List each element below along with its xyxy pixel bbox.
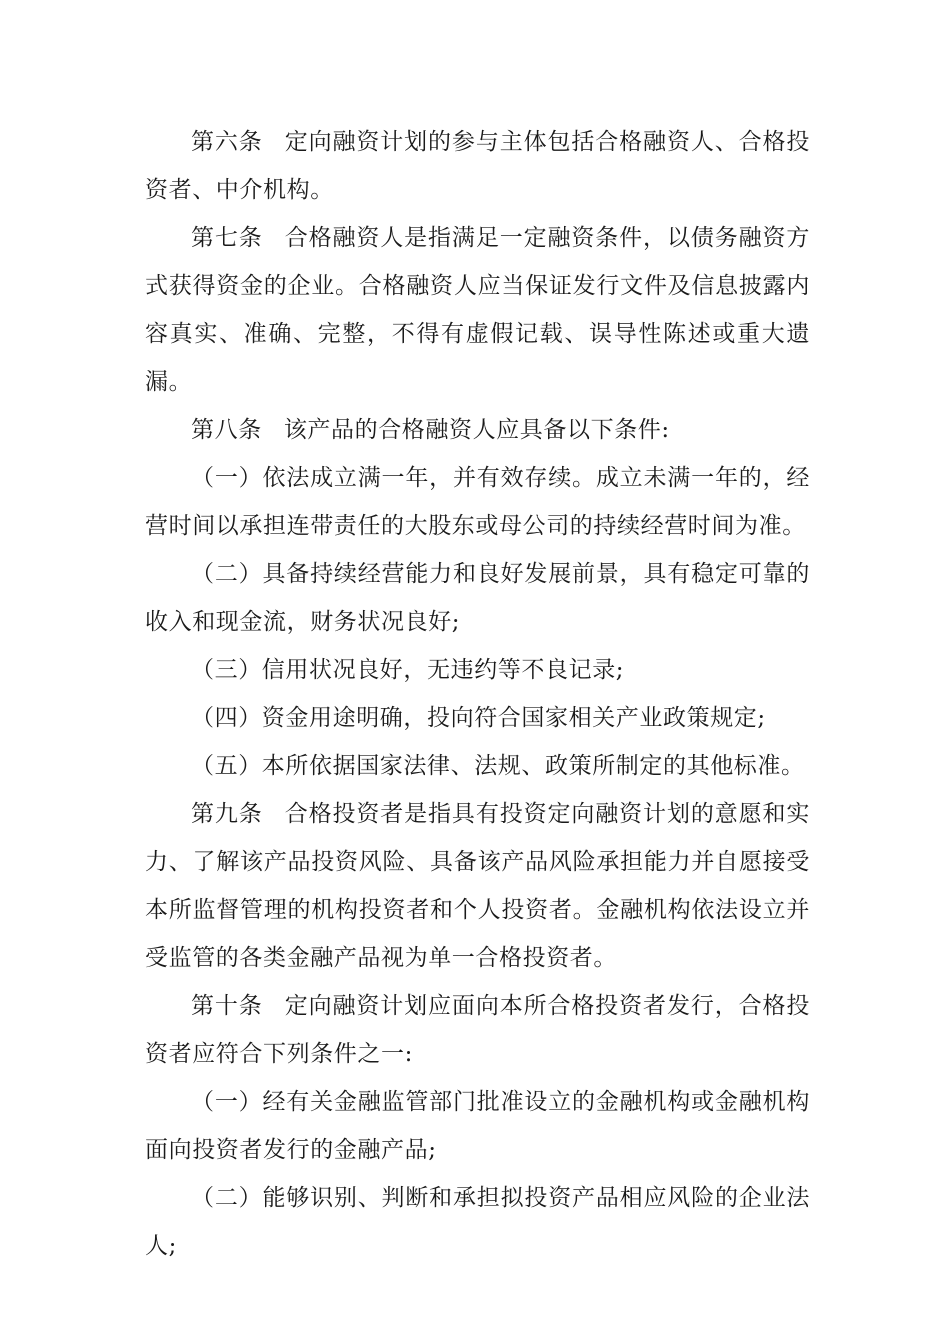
article-9-text: 合格投资者是指具有投资定向融资计划的意愿和实力、了解该产品投资风险、具备该产品风险承担能力并自愿接受本所监督管理的机构投资者和个人投资者。金融机构依法设立并受监管的各类金融产品视为单一合格投资者。 <box>145 801 810 971</box>
article-8-item-4 <box>145 694 810 742</box>
article-8-item-3 <box>145 646 810 694</box>
document-body <box>145 118 810 1270</box>
article-8-heading: 第八条 <box>191 417 262 443</box>
article-8-text: 该产品的合格融资人应具备以下条件: <box>283 417 670 443</box>
article-8-paragraph <box>145 406 810 454</box>
article-10-item-2 <box>145 1174 810 1270</box>
article-9-heading: 第九条 <box>191 801 263 827</box>
list-item-text: （二）具备持续经营能力和良好发展前景，具有稳定可靠的收入和现金流，财务状况良好; <box>145 561 810 635</box>
article-6-heading: 第六条 <box>191 129 263 155</box>
article-8-item-5 <box>145 742 810 790</box>
article-8-item-2 <box>145 550 810 646</box>
article-10-text: 定向融资计划应面向本所合格投资者发行，合格投资者应符合下列条件之一: <box>145 993 810 1067</box>
article-10-item-1 <box>145 1078 810 1174</box>
list-item-text: （五）本所依据国家法律、法规、政策所制定的其他标准。 <box>191 753 805 779</box>
article-10-heading: 第十条 <box>191 993 263 1019</box>
list-item-text: （一）依法成立满一年，并有效存续。成立未满一年的，经营时间以承担连带责任的大股东或母公司的持续经营时间为准。 <box>145 465 810 539</box>
article-8-item-1 <box>145 454 810 550</box>
list-item-text: （三）信用状况良好，无违约等不良记录; <box>191 657 625 683</box>
article-6-text: 定向融资计划的参与主体包括合格融资人、合格投资者、中介机构。 <box>145 129 810 203</box>
article-7-heading: 第七条 <box>191 225 263 251</box>
article-9-paragraph <box>145 790 810 982</box>
article-10-paragraph <box>145 982 810 1078</box>
list-item-text: （一）经有关金融监管部门批准设立的金融机构或金融机构面向投资者发行的金融产品; <box>145 1089 810 1163</box>
article-7-text: 合格融资人是指满足一定融资条件，以债务融资方式获得资金的企业。合格融资人应当保证发行文件及信息披露内容真实、准确、完整，不得有虚假记载、误导性陈述或重大遗漏。 <box>145 225 810 395</box>
list-item-text: （四）资金用途明确，投向符合国家相关产业政策规定; <box>191 705 766 731</box>
article-7-paragraph <box>145 214 810 406</box>
list-item-text: （二）能够识别、判断和承担拟投资产品相应风险的企业法人; <box>145 1185 810 1259</box>
article-6-paragraph <box>145 118 810 214</box>
